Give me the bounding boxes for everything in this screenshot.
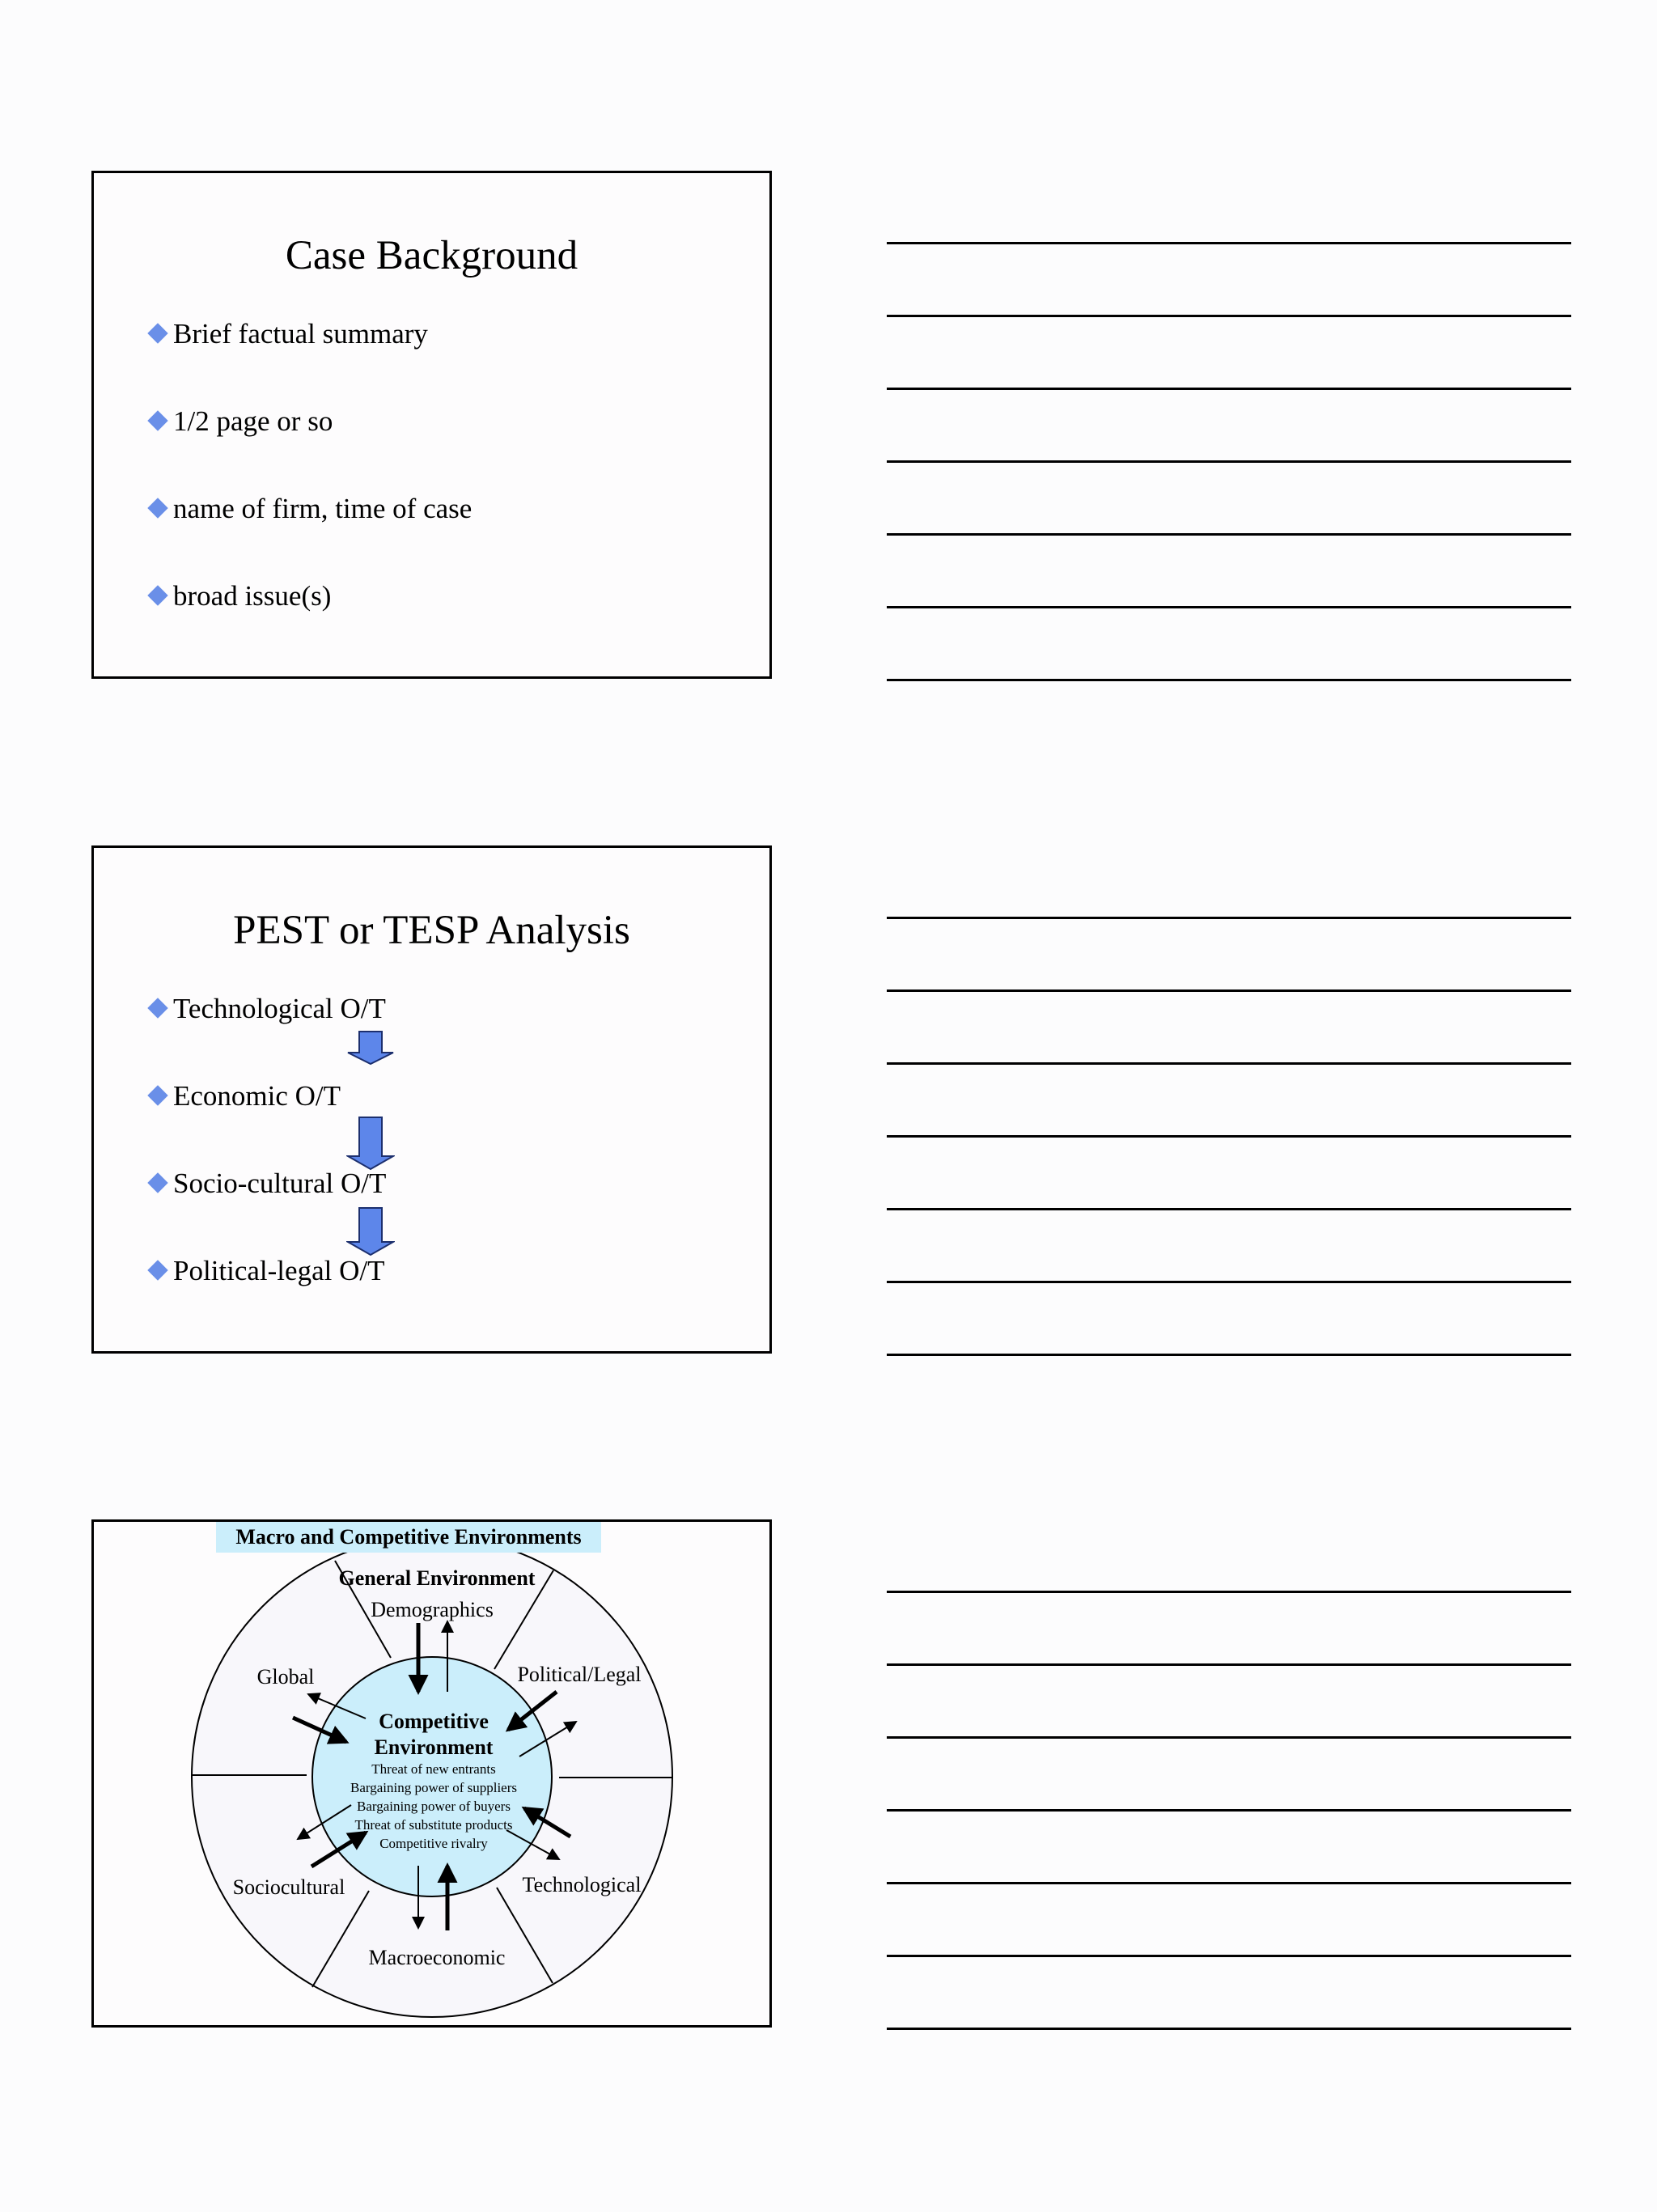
slide-case-background (91, 171, 772, 679)
diamond-bullet-icon (147, 585, 167, 605)
general-environment-heading: General Environment (338, 1566, 536, 1590)
note-line (887, 533, 1571, 536)
segment-label-technological: Technological (522, 1873, 642, 1896)
slide-title: Case Background (285, 233, 578, 278)
note-line (887, 315, 1571, 317)
note-line (887, 388, 1571, 390)
center-item: Bargaining power of suppliers (350, 1780, 518, 1795)
segment-label-political-legal: Political/Legal (517, 1663, 642, 1686)
slide-title: PEST or TESP Analysis (233, 908, 630, 953)
center-item: Competitive rivalry (379, 1836, 488, 1851)
note-line (887, 1955, 1571, 1957)
diamond-bullet-icon (147, 323, 167, 343)
segment-label-macroeconomic: Macroeconomic (368, 1946, 506, 1969)
note-line (887, 917, 1571, 919)
note-line (887, 989, 1571, 992)
bullet-text: Political-legal O/T (173, 1255, 385, 1286)
note-line (887, 1736, 1571, 1739)
diamond-bullet-icon (147, 998, 167, 1018)
segment-label-sociocultural: Sociocultural (232, 1875, 345, 1899)
competitive-environment-circle (312, 1657, 552, 1896)
note-line (887, 1663, 1571, 1666)
down-arrow-icon (346, 1030, 395, 1066)
bullet-text: Technological O/T (173, 993, 386, 1024)
segment-label-global: Global (256, 1665, 315, 1689)
center-item: Threat of new entrants (371, 1761, 496, 1777)
bullet-text: broad issue(s) (173, 580, 332, 612)
environment-diagram (94, 1522, 769, 2025)
note-line (887, 1591, 1571, 1593)
diamond-bullet-icon (147, 1260, 167, 1280)
note-line (887, 606, 1571, 608)
note-line (887, 460, 1571, 463)
segment-label-demographics: Demographics (371, 1598, 494, 1621)
slide-environments-diagram (91, 1519, 772, 2028)
center-item: Threat of substitute products (354, 1817, 513, 1833)
note-line (887, 1809, 1571, 1812)
center-title-line1: Competitive (379, 1710, 489, 1733)
diamond-bullet-icon (147, 410, 167, 430)
note-line (887, 1135, 1571, 1138)
down-arrow-icon (346, 1116, 395, 1171)
note-line (887, 242, 1571, 244)
bullet-text: 1/2 page or so (173, 405, 333, 437)
note-line (887, 1882, 1571, 1884)
note-line (887, 1281, 1571, 1283)
slide-pest-analysis (91, 845, 772, 1354)
center-item: Bargaining power of buyers (357, 1799, 511, 1814)
bullet-text: Economic O/T (173, 1080, 341, 1112)
diamond-bullet-icon (147, 498, 167, 518)
bullet-text: name of firm, time of case (173, 493, 473, 524)
note-line (887, 1062, 1571, 1065)
diamond-bullet-icon (147, 1085, 167, 1105)
down-arrow-icon (346, 1206, 395, 1256)
bullet-text: Brief factual summary (173, 318, 428, 350)
diagram-title: Macro and Competitive Environments (235, 1525, 582, 1549)
bullet-text: Socio-cultural O/T (173, 1167, 387, 1199)
note-line (887, 1354, 1571, 1356)
note-line (887, 679, 1571, 681)
note-line (887, 2028, 1571, 2030)
note-line (887, 1208, 1571, 1210)
center-title-line2: Environment (374, 1735, 494, 1759)
diamond-bullet-icon (147, 1172, 167, 1193)
